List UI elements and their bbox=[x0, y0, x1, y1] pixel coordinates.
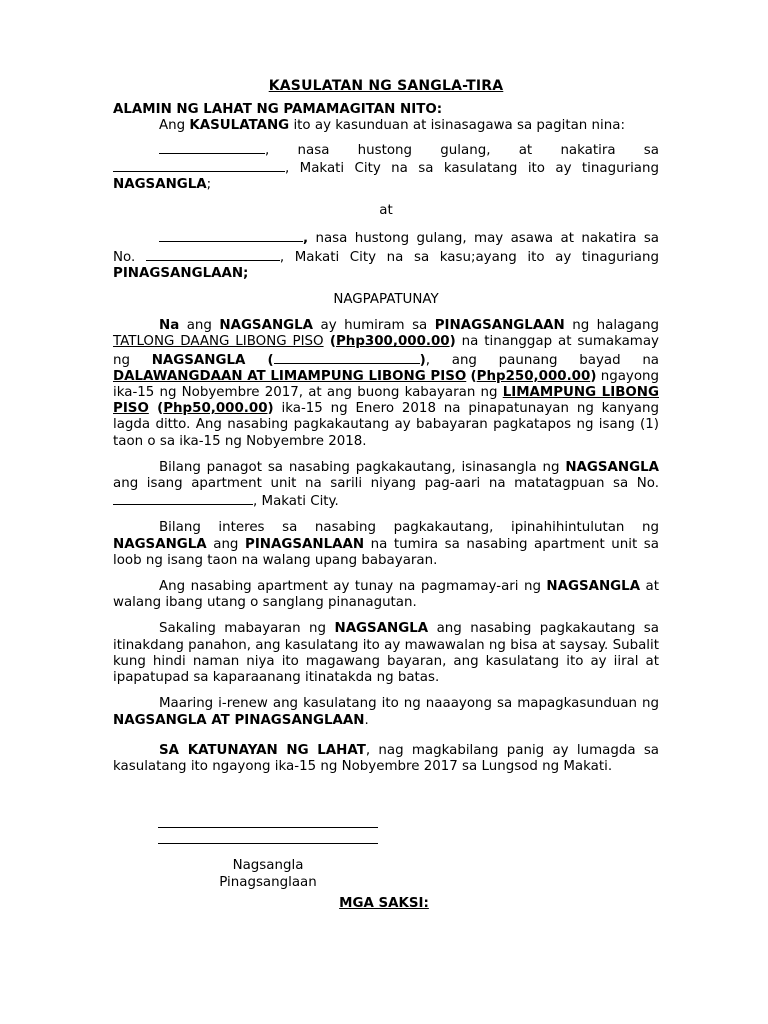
address-number-blank[interactable] bbox=[146, 248, 280, 261]
name-blank[interactable] bbox=[274, 351, 420, 364]
name-blank[interactable] bbox=[159, 229, 303, 242]
witnesses-heading: MGA SAKSI: bbox=[339, 896, 429, 911]
paragraph-parties-intro: Ang KASULATANG ito ay kasunduan at isinasagawa sa pagitan nina: bbox=[159, 118, 625, 134]
paragraph-loan-terms: Na ang NAGSANGLA ay humiram sa PINAGSANGLAAN ng halagang TATLONG DAANG LIBONG PISO (Php300,000.00) na tinanggap at sumakamay ng NAGSANGLA ( ), ang paunang bayad na DALAWANGDAAN AT LIMAMPUNG LIBONG PISO (Php250,000.00) ngayong ika-15 ng Nobyembre 2017, at ang buong kabayaran ng LIMAMPUNG LIBONG PISO (Php50,000.00) ika-15 ng Enero 2018 na pinapatunayan ng kanyang lagda ditto. Ang nasabing pagkakautang ay babayaran pagkatapos ng isang (1) taon o sa ika-15 ng Nobyembre 2018. bbox=[113, 318, 660, 449]
signature-line-nagsangla[interactable] bbox=[158, 827, 378, 828]
and-separator: at bbox=[379, 203, 393, 219]
paragraph-collateral: Bilang panagot sa nasabing pagkakautang, isinasangla ng NAGSANGLA ang isang apartment unit na sarili niyang pag-aari na matatagpuan sa No. , Makati City. bbox=[113, 459, 659, 510]
document-body bbox=[113, 78, 659, 775]
paragraph-nagsangla: , nasa hustong gulang, at nakatira sa , Makati City na sa kasulatang ito ay tinaguriang NAGSANGLA; bbox=[113, 142, 659, 193]
nagpapatunay-heading: NAGPAPATUNAY bbox=[333, 292, 439, 308]
paragraph-renewal: Maaring i-renew ang kasulatang ito ng naaayong sa mapagkasunduan ng NAGSANGLA AT PINAGSANGLAAN. bbox=[113, 696, 659, 728]
address-blank[interactable] bbox=[113, 159, 285, 172]
intro-heading: ALAMIN NG LAHAT NG PAMAMAGITAN NITO: bbox=[113, 102, 443, 118]
paragraph-payment-conditions: Sakaling mabayaran ng NAGSANGLA ang nasabing pagkakautang sa itinakdang panahon, ang kasulatang ito ay mawawalan ng bisa at saysay. Subalit kung hindi naman niya ito magawang bayaran, ang kasulatang ito ay iiral at ipapatupad sa kaparaanang itinatakda ng batas. bbox=[113, 621, 659, 686]
paragraph-pinagsanglaan: , nasa hustong gulang, may asawa at nakatira sa No. , Makati City na sa kasu;ayang ito ay tinaguriang PINAGSANGLAAN; bbox=[113, 231, 659, 281]
signature-line-pinagsanglaan[interactable] bbox=[158, 843, 378, 844]
paragraph-interest: Bilang interes sa nasabing pagkakautang, ipinahihintulutan ng NAGSANGLA ang PINAGSANLAAN na tumira sa nasabing apartment unit sa loob ng isang taon na walang upang babayaran. bbox=[113, 520, 659, 568]
address-number-blank[interactable] bbox=[113, 492, 253, 505]
paragraph-ownership: Ang nasabing apartment ay tunay na pagmamay-ari ng NAGSANGLA at walang ibang utang o sanglang pinanagutan. bbox=[113, 579, 659, 611]
signatory-label-pinagsanglaan: Pinagsanglaan bbox=[219, 875, 317, 890]
name-blank[interactable] bbox=[159, 141, 265, 154]
signatory-label-nagsangla: Nagsangla bbox=[232, 858, 304, 873]
paragraph-attestation: SA KATUNAYAN NG LAHAT, nag magkabilang panig ay lumagda sa kasulatang ito ngayong ika-15 ng Nobyembre 2017 sa Lungsod ng Makati. bbox=[113, 742, 659, 774]
document-title: KASULATAN NG SANGLA-TIRA bbox=[268, 78, 504, 94]
